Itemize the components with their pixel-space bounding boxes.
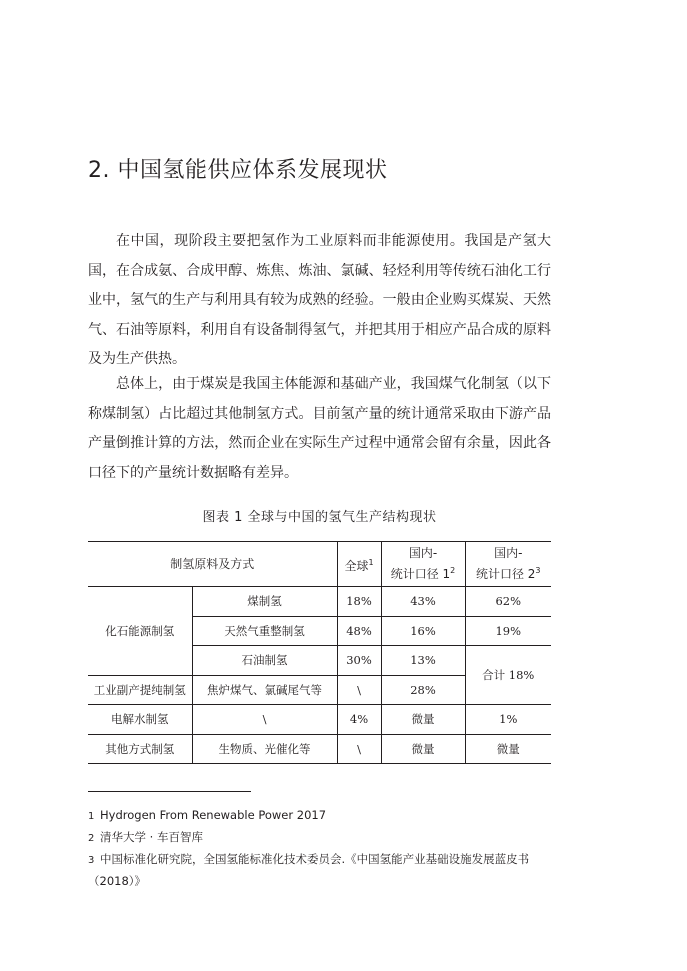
section-heading: 2. 中国氢能供应体系发展现状 (88, 158, 388, 183)
footnote-2 (88, 827, 558, 849)
body-paragraph-2 (88, 370, 551, 488)
global-cell: 30% (337, 646, 381, 676)
china2-cell: 微量 (465, 734, 551, 764)
header-china-1: 国内- 统计口径 $1^2$ (381, 542, 465, 587)
category-cell: 电解水制氢 (88, 705, 192, 735)
global-cell: \ (337, 734, 381, 764)
china1-cell: 13% (381, 646, 465, 676)
category-fossil: 化石能源制氢 (88, 587, 192, 676)
footnote-divider (88, 791, 251, 792)
china2-cell: 62% (465, 587, 551, 617)
body-paragraph-1 (88, 227, 551, 375)
method-cell: 焦炉煤气、氯碱尾气等 (192, 675, 337, 705)
header-china-2: 国内- 统计口径 $2^3$ (465, 542, 551, 587)
method-cell: 煤制氢 (192, 587, 337, 617)
method-cell: 生物质、光催化等 (192, 734, 337, 764)
footnote-number: 3 (88, 855, 95, 866)
method-cell: 石油制氢 (192, 646, 337, 676)
footnote-ref: 3 (535, 566, 541, 575)
china1-cell: 微量 (381, 705, 465, 735)
china1-cell: 微量 (381, 734, 465, 764)
header-method: 制氢原料及方式 (88, 542, 337, 587)
table-row (88, 587, 551, 617)
merged-total-cell: 合计 18% (465, 646, 551, 705)
footnote-ref: 1 (368, 557, 374, 567)
china1-cell: 28% (381, 675, 465, 705)
paragraph-text: 总体上，由于煤炭是我国主体能源和基础产业，我国煤气化制氢（以下称煤制氢）占比超过其他制氢方式。目前氢产量的统计通常采取由下游产品产量倒推计算的方法，然而企业在实际生产过程中通常会留有余量，因此各口径下的产量统计数据略有差异。 (88, 376, 551, 481)
method-cell: 天然气重整制氢 (192, 616, 337, 646)
footnote-ref: 2 (450, 566, 456, 575)
footnote-number: 1 (88, 811, 95, 822)
header-global: 全球$^1$ (337, 542, 381, 587)
china1-cell: 43% (381, 587, 465, 617)
china1-cell: 16% (381, 616, 465, 646)
table-caption: 图表 1 全球与中国的氢气生产结构现状 (202, 510, 437, 525)
table-row (88, 705, 551, 735)
global-cell: \ (337, 675, 381, 705)
category-cell: 其他方式制氢 (88, 734, 192, 764)
china2-cell: 19% (465, 616, 551, 646)
global-cell: 4% (337, 705, 381, 735)
china2-cell: 1% (465, 705, 551, 735)
hydrogen-production-table (88, 541, 551, 764)
paragraph-text: 在中国，现阶段主要把氢作为工业原料而非能源使用。我国是产氢大国，在合成氨、合成甲醇、炼焦、炼油、氯碱、轻烃利用等传统石油化工行业中，氢气的生产与利用具有较为成熟的经验。一般由企业购买煤炭、天然气、石油等原料，利用自有设备制得氢气，并把其用于相应产品合成的原料及为生产供热。 (88, 233, 551, 367)
footnote-3 (88, 849, 558, 891)
footnote-number: 2 (88, 833, 95, 844)
global-cell: 48% (337, 616, 381, 646)
footnote-text: Hydrogen From Renewable Power 2017 (100, 808, 327, 822)
category-cell: 工业副产提纯制氢 (88, 675, 192, 705)
table-header-row (88, 542, 551, 587)
footnote-text: 中国标准化研究院，全国氢能标准化技术委员会.《中国氢能产业基础设施发展蓝皮书（2018）》 (88, 852, 530, 888)
footnote-1 (88, 805, 558, 827)
global-cell: 18% (337, 587, 381, 617)
footnote-text: 清华大学 · 车百智库 (100, 830, 203, 844)
method-cell: \ (192, 705, 337, 735)
table-row (88, 734, 551, 764)
